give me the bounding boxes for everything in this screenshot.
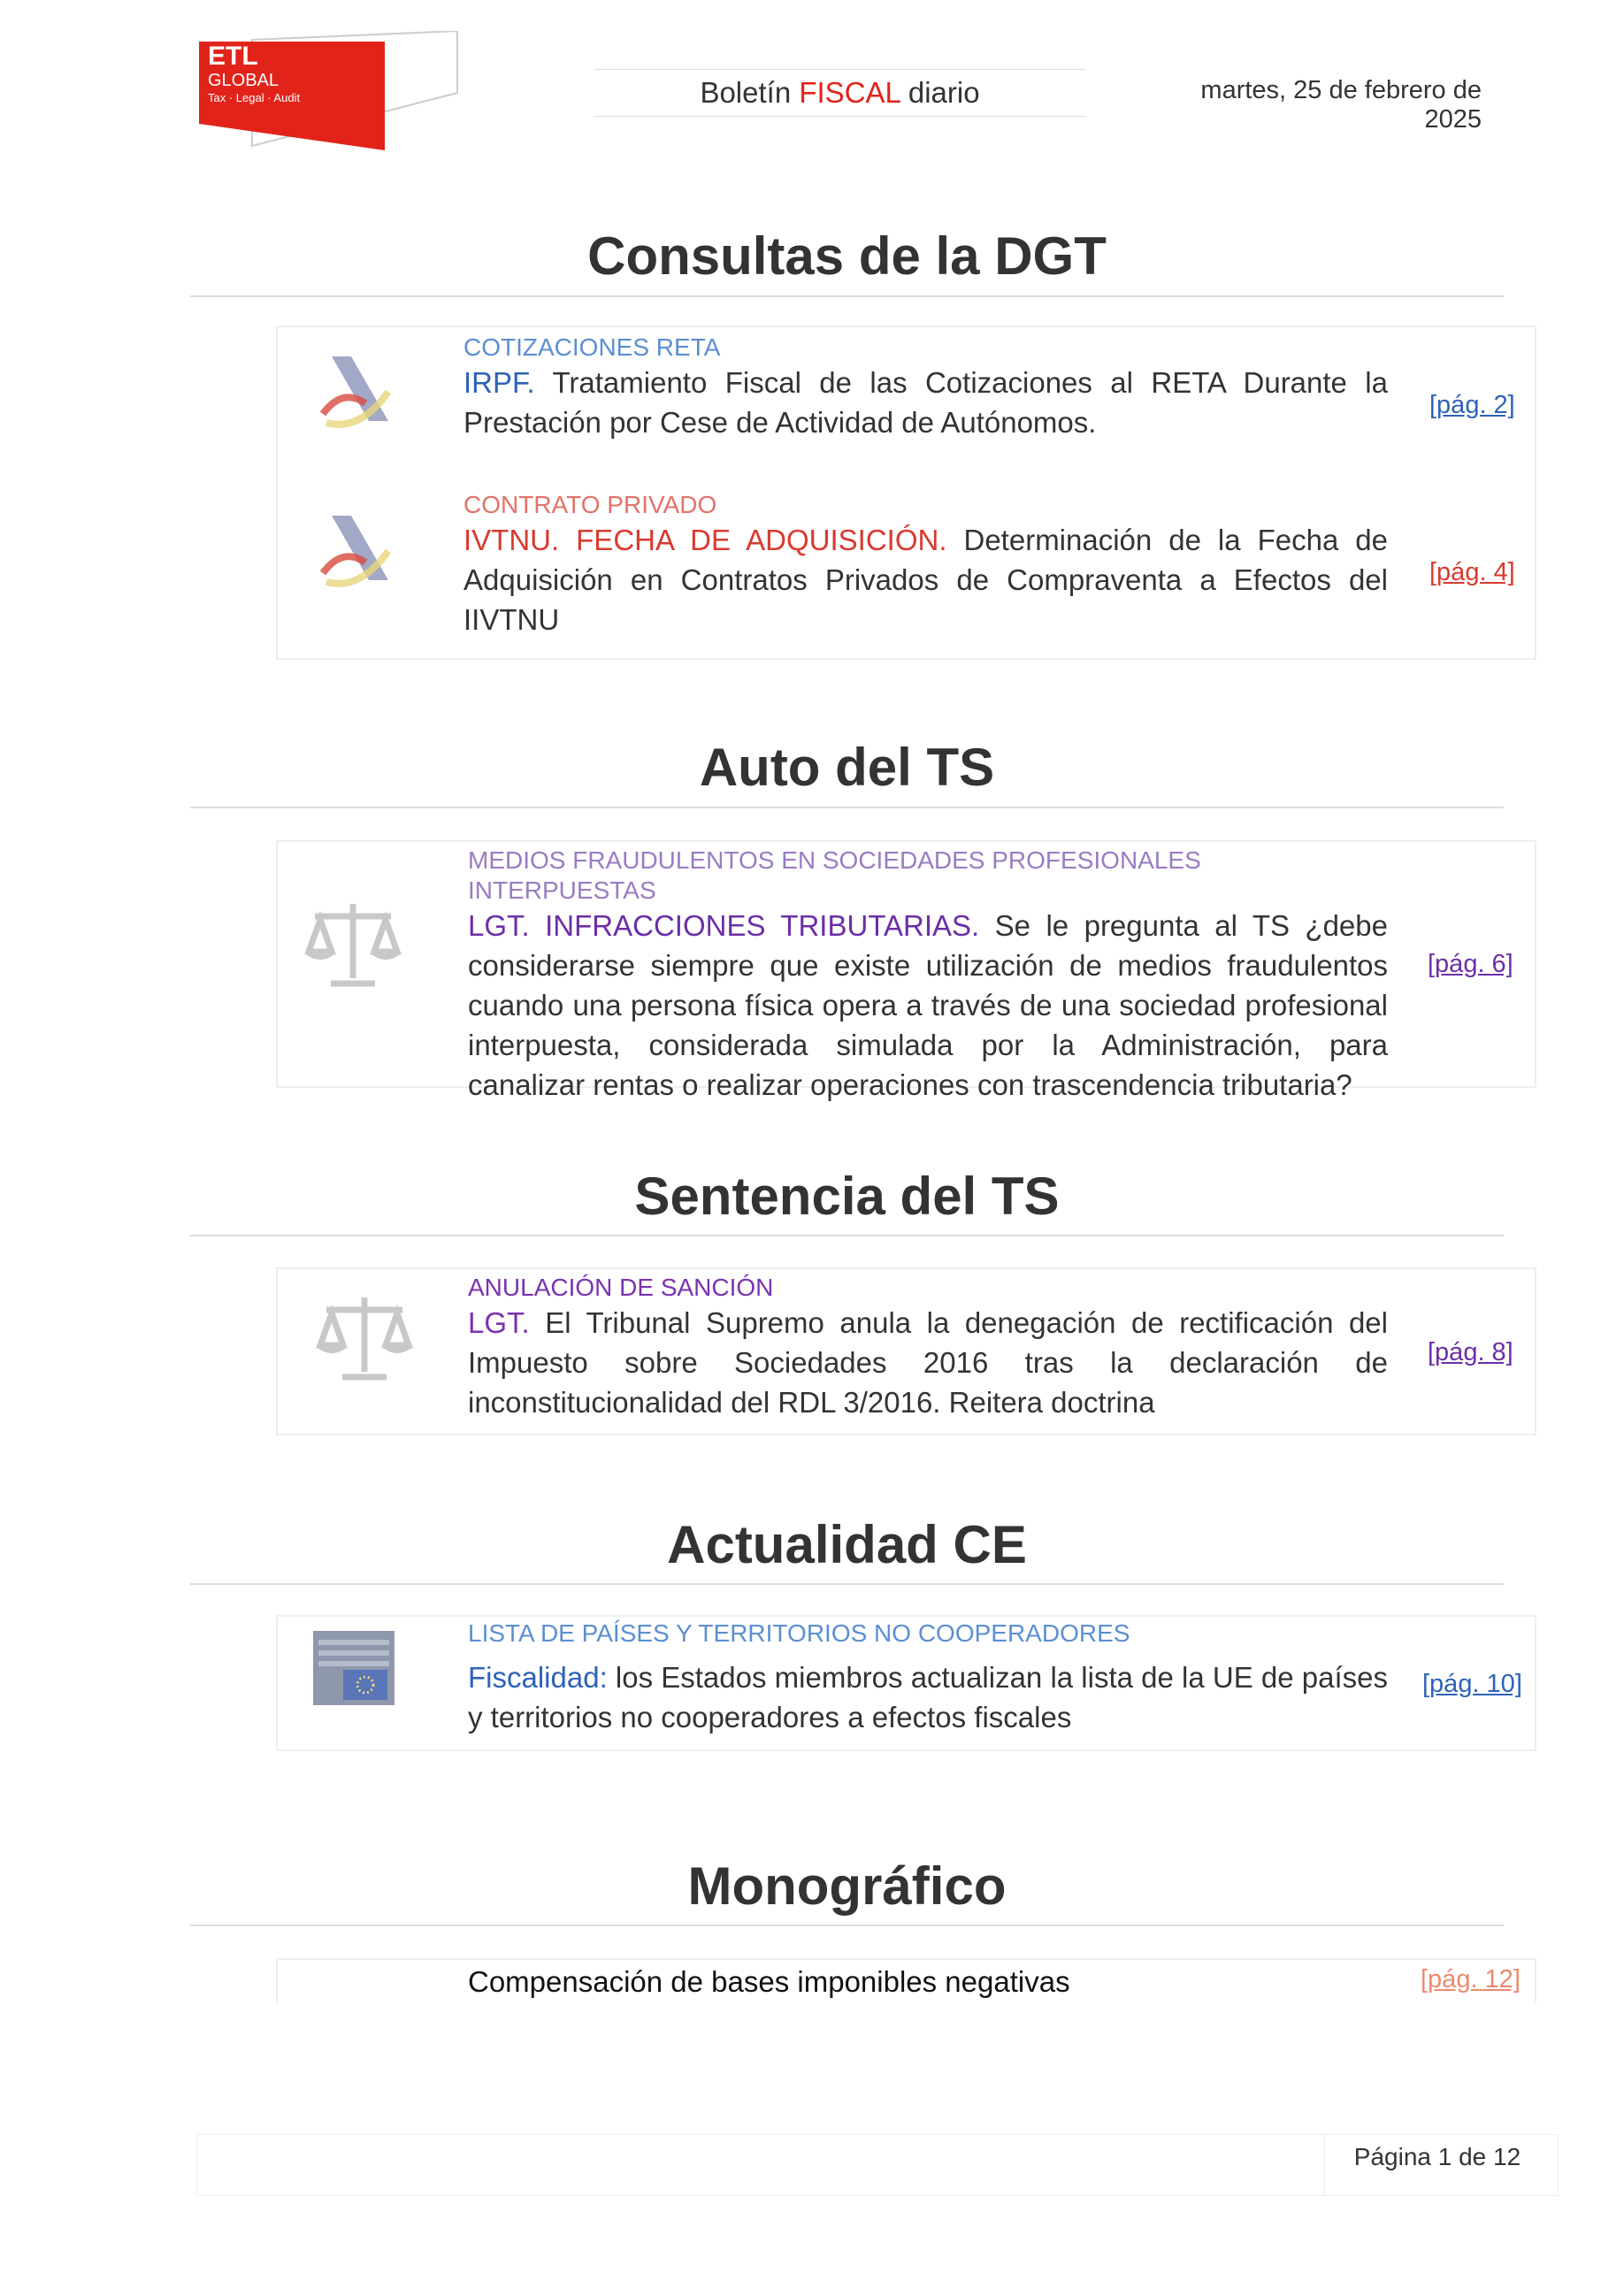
section-divider xyxy=(190,1925,1504,1926)
agencia-tributaria-icon xyxy=(316,352,395,436)
item-tag: LISTA DE PAÍSES Y TERRITORIOS NO COOPERADORES xyxy=(468,1619,1130,1647)
item-lead: LGT. xyxy=(468,1306,530,1339)
page-link[interactable]: [pág. 8] xyxy=(1428,1338,1513,1366)
item-text: LGT. INFRACCIONES TRIBUTARIAS. Se le pregunta al TS ¿debe considerarse siempre que existe utilización de medios fraudulentos cuando una persona física opera a través de una sociedad profesional interpuesta, considerada simulada por la Administración, para canalizar rentas o realizar operaciones con trascendencia tributaria? xyxy=(468,909,1388,1101)
bulletin-title-accent: FISCAL xyxy=(799,76,900,109)
section-heading-sentencia-ts: Sentencia del TS xyxy=(634,1167,1060,1226)
page-number: Página 1 de 12 xyxy=(1353,2143,1521,2170)
item-tag: CONTRATO PRIVADO xyxy=(463,491,717,518)
svg-text:ETL: ETL xyxy=(208,42,258,71)
card-actualidad-ce xyxy=(276,1615,1536,1751)
item-lead: IVTNU. FECHA DE ADQUISICIÓN. xyxy=(463,524,947,556)
svg-text:Tax · Legal · Audit: Tax · Legal · Audit xyxy=(208,91,301,104)
list-item xyxy=(463,333,1388,442)
item-text: IRPF. Tratamiento Fiscal de las Cotizaciones al RETA Durante la Prestación por Cese de Actividad de Autónomos. xyxy=(463,366,1388,439)
bulletin-date: martes, 25 de febrero de 2025 xyxy=(1200,76,1482,134)
section-divider xyxy=(190,1235,1504,1236)
item-text: Compensación de bases imponibles negativas xyxy=(468,1965,1070,1998)
section-divider xyxy=(190,807,1504,808)
agencia-tributaria-icon xyxy=(316,511,395,595)
card-auto-ts xyxy=(276,840,1536,1101)
section-divider xyxy=(190,1583,1504,1585)
page-link[interactable]: [pág. 10] xyxy=(1422,1670,1522,1698)
item-lead: Fiscalidad: xyxy=(468,1661,608,1694)
item-text: Fiscalidad: los Estados miembros actualizan la lista de la UE de países y territorios no cooperadores a efectos fiscales xyxy=(468,1661,1389,1733)
item-tag: COTIZACIONES RETA xyxy=(463,333,721,361)
section-heading-monografico: Monográfico xyxy=(687,1856,1007,1916)
page-link[interactable]: [pág. 2] xyxy=(1429,391,1515,419)
list-item xyxy=(468,1619,1388,1737)
list-item xyxy=(468,846,1388,1105)
footer-divider xyxy=(1324,2134,1325,2196)
card-dgt xyxy=(276,325,1536,660)
card-monografico xyxy=(276,1958,1536,2002)
item-lead: IRPF. xyxy=(463,366,535,399)
section-divider xyxy=(190,295,1504,297)
section-heading-actualidad-ce: Actualidad CE xyxy=(667,1515,1027,1574)
item-tag: ANULACIÓN DE SANCIÓN xyxy=(468,1274,774,1301)
item-tag: MEDIOS FRAUDULENTOS EN SOCIEDADES PROFESIONALES INTERPUESTAS xyxy=(468,846,1201,904)
page-link[interactable]: [pág. 6] xyxy=(1428,950,1513,978)
list-item xyxy=(468,1273,1388,1422)
card-sentencia-ts xyxy=(276,1267,1536,1435)
page-link[interactable]: [pág. 12] xyxy=(1421,1965,1521,1994)
etl-global-logo xyxy=(199,31,460,150)
item-lead: LGT. INFRACCIONES TRIBUTARIAS. xyxy=(468,909,980,942)
list-item xyxy=(463,490,1388,639)
section-heading-dgt: Consultas de la DGT xyxy=(587,226,1107,286)
bulletin-title: Boletín FISCAL diario xyxy=(594,69,1085,117)
scales-of-justice-icon xyxy=(316,1290,413,1392)
item-text: IVTNU. FECHA DE ADQUISICIÓN. Determinación de la Fecha de Adquisición en Contratos Privados de Compraventa a Efectos del IIVTNU xyxy=(463,524,1388,636)
european-commission-icon xyxy=(313,1631,395,1710)
scales-of-justice-icon xyxy=(304,897,402,999)
page-link[interactable]: [pág. 4] xyxy=(1429,558,1515,586)
section-heading-auto-ts: Auto del TS xyxy=(699,738,995,797)
item-text: LGT. El Tribunal Supremo anula la denegación de rectificación del Impuesto sobre Sociedades 2016 tras la declaración de inconstitucionalidad del RDL 3/2016. Reitera doctrina xyxy=(468,1306,1388,1419)
svg-text:GLOBAL: GLOBAL xyxy=(208,71,280,90)
